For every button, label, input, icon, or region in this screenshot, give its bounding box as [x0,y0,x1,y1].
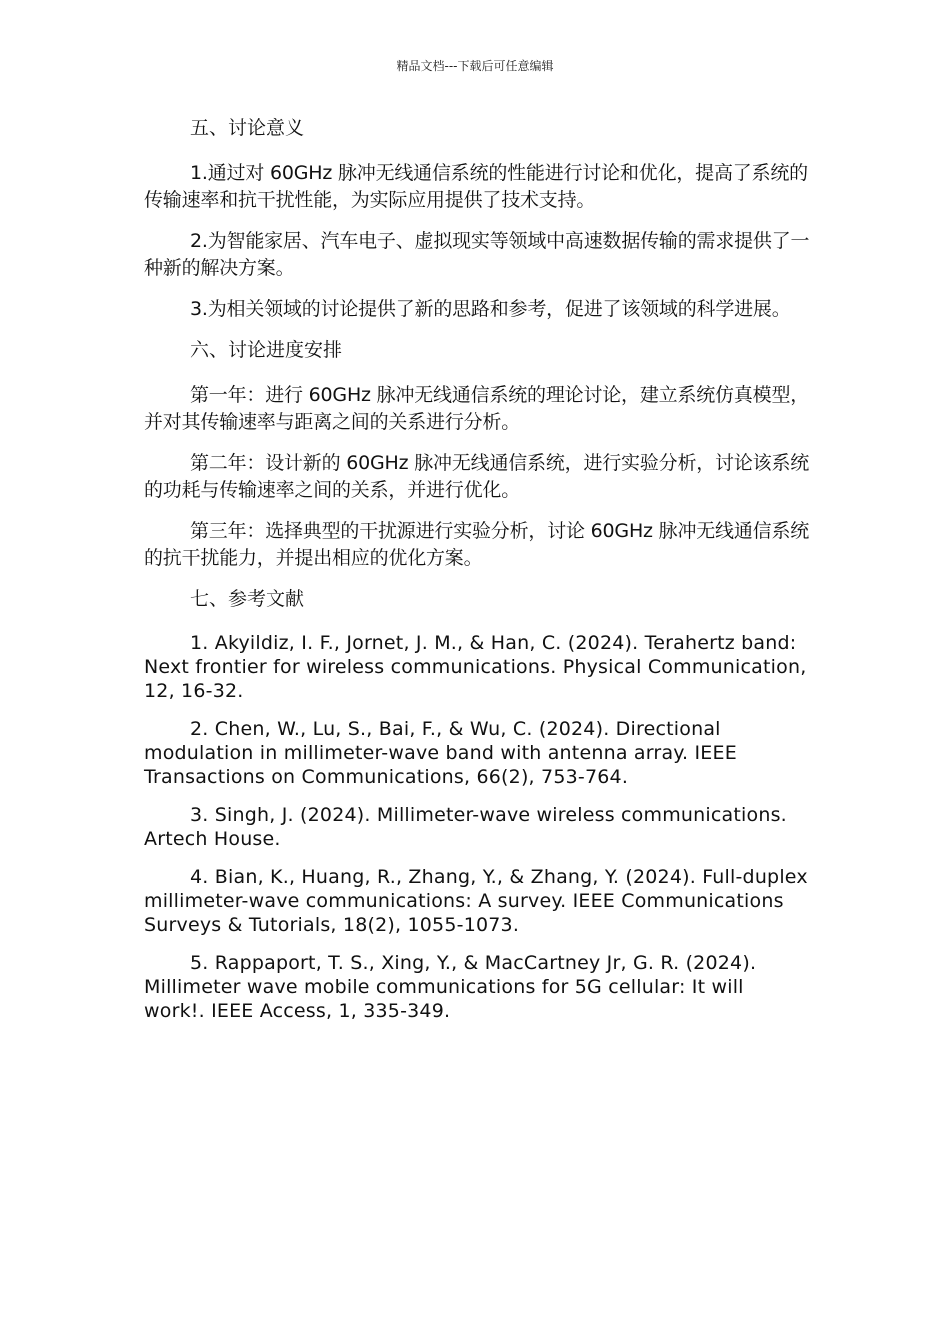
schedule-item: 第三年：选择典型的干扰源进行实验分析，讨论 60GHz 脉冲无线通信系统的抗干扰能力，并提出相应的优化方案。 [144,520,810,569]
reference-item: 2. Chen, W., Lu, S., Bai, F., & Wu, C. (2024). Directional modulation in millimeter-wave band with antenna array. IEEE Transactions on Communications, 66(2), 753-764. [144,718,737,788]
significance-item: 3.为相关领域的讨论提供了新的思路和参考，促进了该领域的科学进展。 [190,298,791,320]
section-heading-significance: 五、讨论意义 [190,117,305,139]
reference-item: 3. Singh, J. (2024). Millimeter-wave wireless communications. Artech House. [144,804,787,850]
reference-item: 1. Akyildiz, I. F., Jornet, J. M., & Han, C. (2024). Terahertz band: Next frontier for wireless communications. Physical Communication, 12, 16-32. [144,632,807,702]
schedule-item: 第二年：设计新的 60GHz 脉冲无线通信系统，进行实验分析，讨论该系统的功耗与传输速率之间的关系，并进行优化。 [144,452,810,501]
reference-item: 5. Rappaport, T. S., Xing, Y., & MacCartney Jr, G. R. (2024). Millimeter wave mobile communications for 5G cellular: It will work!. IEEE Access, 1, 335-349. [144,952,757,1022]
page-header: 精品文档---下载后可任意编辑 [396,59,554,73]
significance-item: 1.通过对 60GHz 脉冲无线通信系统的性能进行讨论和优化，提高了系统的传输速率和抗干扰性能，为实际应用提供了技术支持。 [144,162,808,211]
section-heading-schedule: 六、讨论进度安排 [190,339,343,361]
significance-item: 2.为智能家居、汽车电子、虚拟现实等领域中高速数据传输的需求提供了一种新的解决方案。 [144,230,810,279]
document-body [144,115,810,1037]
schedule-item: 第一年：进行 60GHz 脉冲无线通信系统的理论讨论，建立系统仿真模型，并对其传输速率与距离之间的关系进行分析。 [144,384,810,433]
reference-item: 4. Bian, K., Huang, R., Zhang, Y., & Zhang, Y. (2024). Full-duplex millimeter-wave communications: A survey. IEEE Communications Surveys & Tutorials, 18(2), 1055-1073. [144,866,808,936]
section-heading-references: 七、参考文献 [190,588,305,610]
